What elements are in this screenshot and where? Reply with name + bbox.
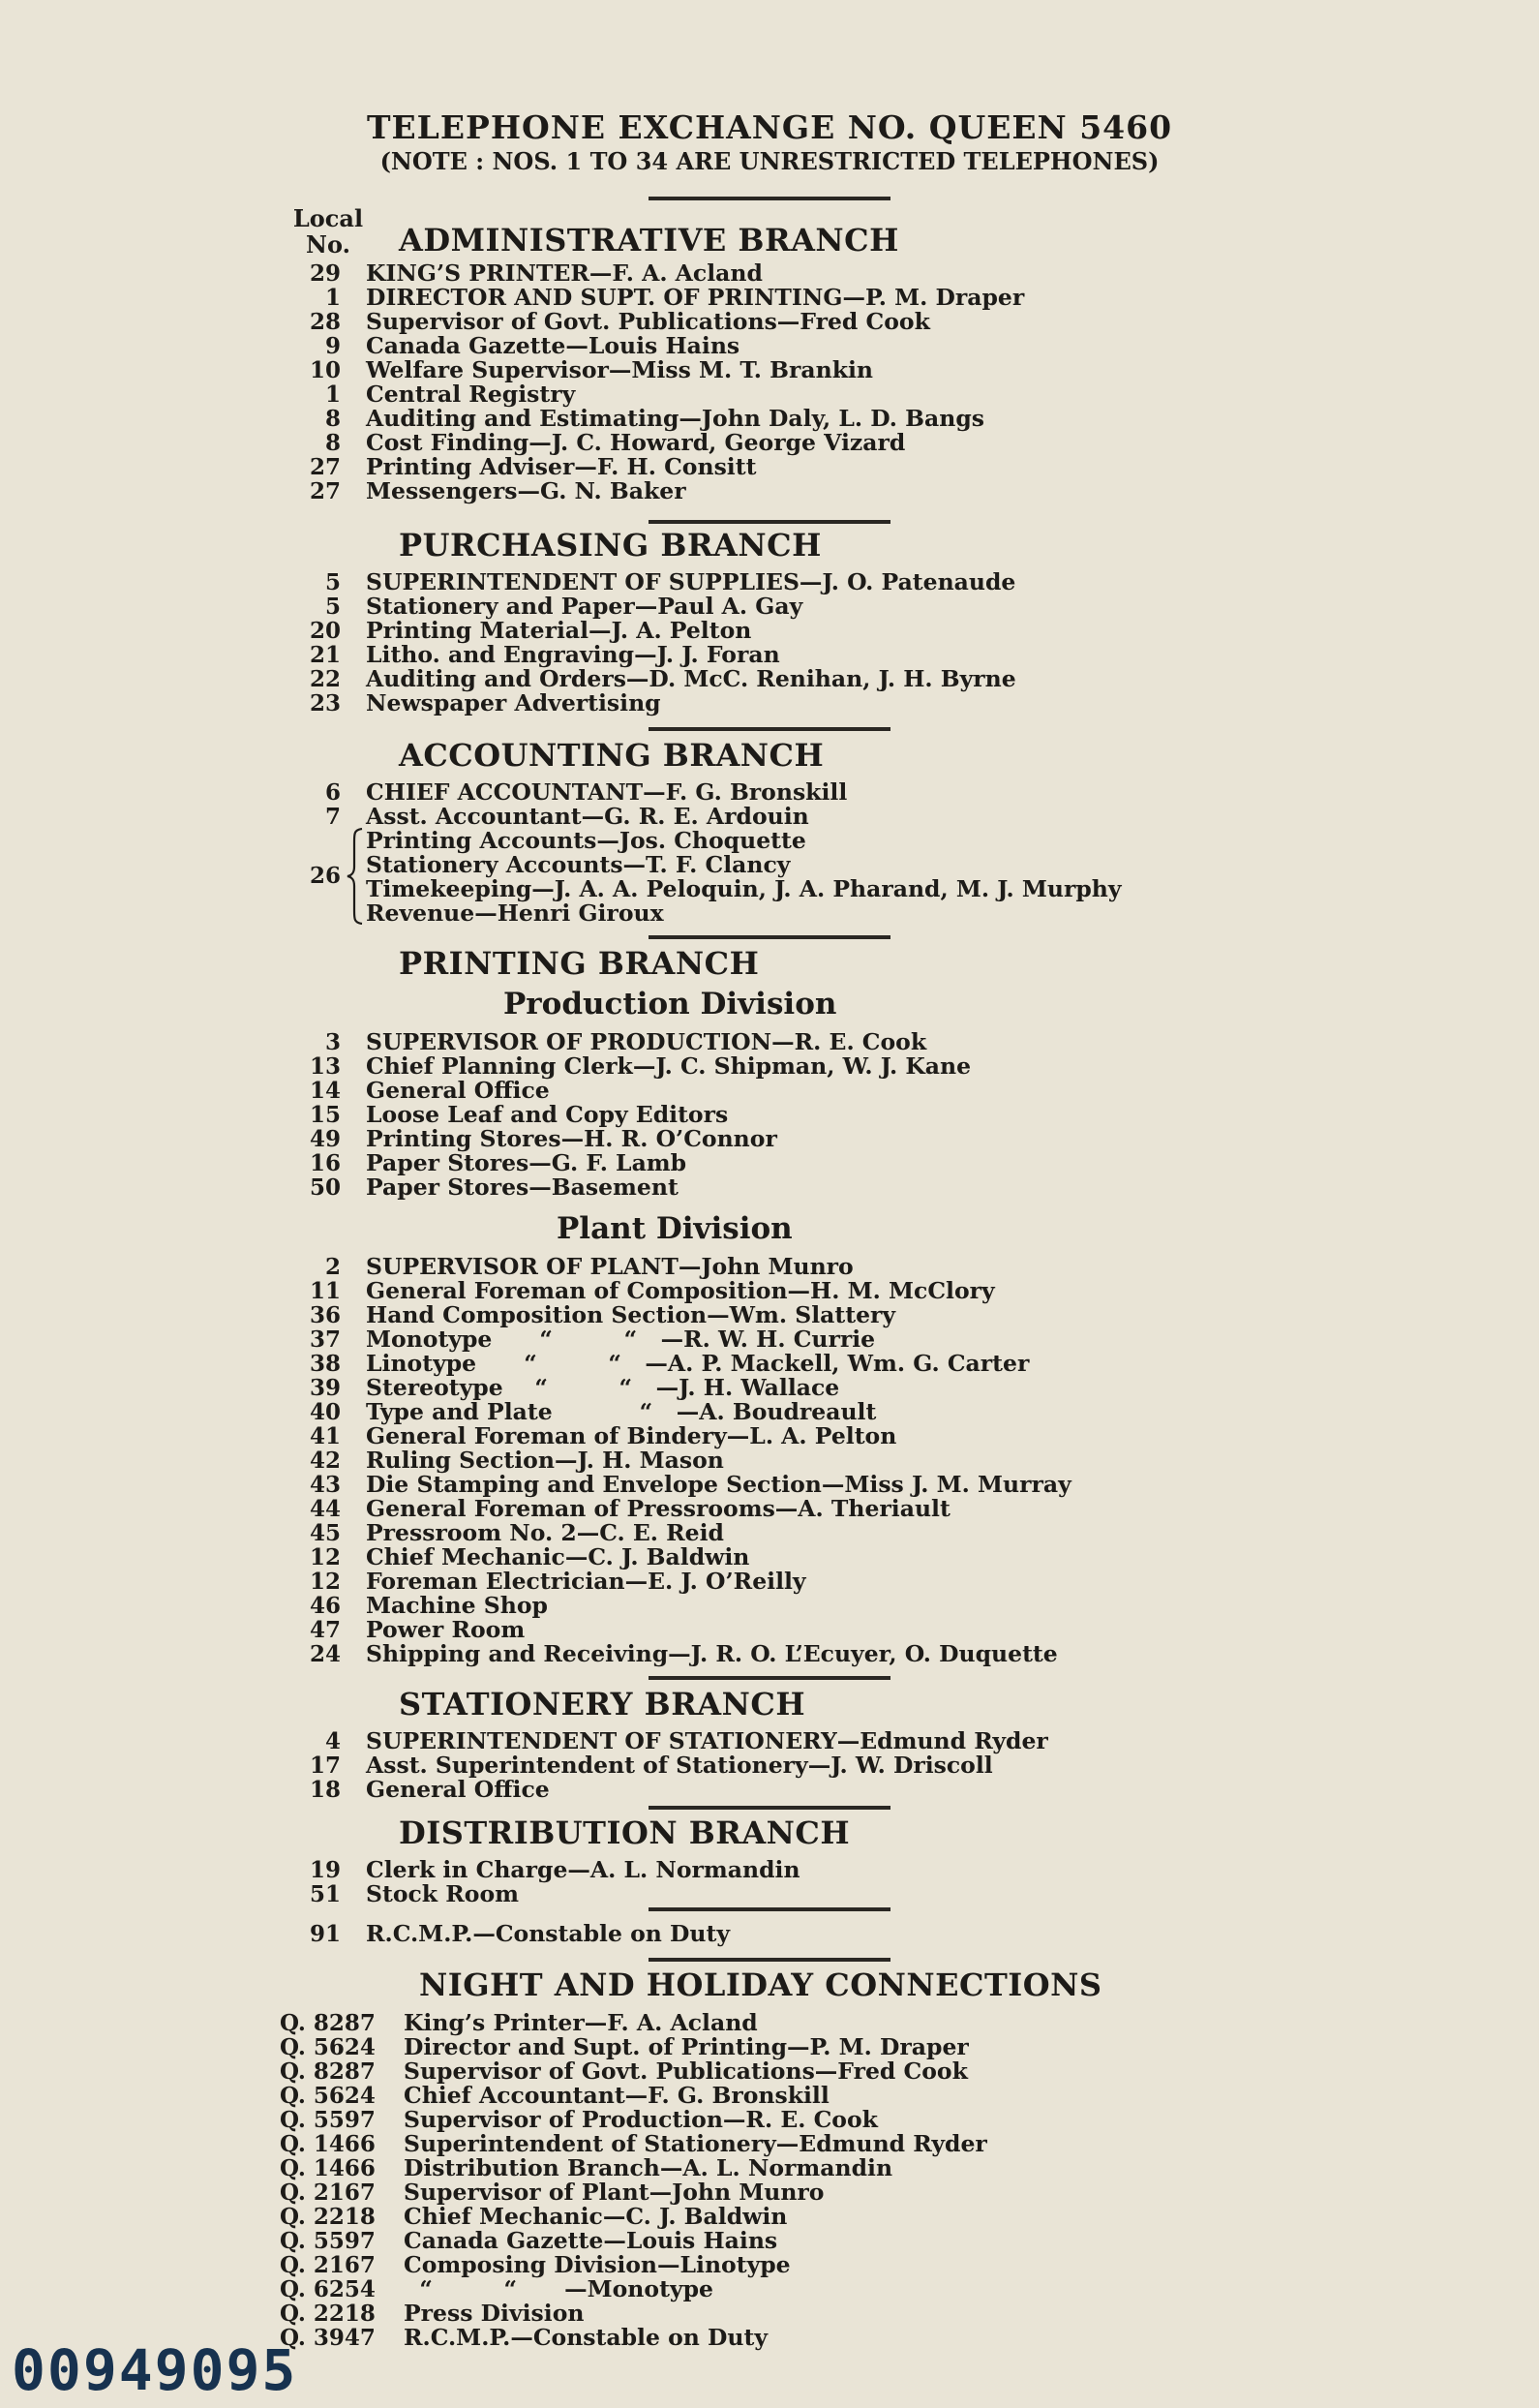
local-number-header — [288, 205, 368, 258]
local-number: 23 — [309, 690, 341, 716]
entry-text: DIRECTOR AND SUPT. OF PRINTING—P. M. Draper — [366, 284, 1025, 311]
local-number: 27 — [309, 454, 341, 480]
list-item — [0, 2084, 1539, 2108]
local-number: 13 — [309, 1053, 341, 1080]
local-number: 8 — [324, 406, 341, 432]
entry-text: SUPERINTENDENT OF SUPPLIES—J. O. Patenaude — [366, 568, 1016, 595]
entry-text: Messengers—G. N. Baker — [366, 477, 686, 504]
entry-text: Linotype “ “ —A. P. Mackell, Wm. G. Carter — [366, 1350, 1030, 1377]
list-item — [0, 1618, 1539, 1642]
list-item — [0, 1327, 1539, 1352]
entry-text: Superintendent of Stationery—Edmund Ryder — [404, 2130, 987, 2157]
list-item — [0, 455, 1539, 479]
list-item — [0, 2277, 1539, 2301]
list-item — [0, 643, 1539, 667]
entry-text: Cost Finding—J. C. Howard, George Vizard — [366, 429, 906, 456]
list-item — [0, 1521, 1539, 1545]
section-heading-distribution: DISTRIBUTION BRANCH — [399, 1814, 851, 1851]
local-number: 28 — [309, 309, 341, 335]
local-number: 19 — [309, 1857, 341, 1883]
local-number: 38 — [309, 1351, 341, 1377]
local-number: 39 — [309, 1375, 341, 1401]
local-number: 12 — [309, 1544, 341, 1570]
list-item — [0, 805, 1539, 829]
local-number: 2 — [324, 1254, 341, 1280]
entry-text: Press Division — [404, 2300, 585, 2327]
entry-text: Supervisor of Govt. Publications—Fred Cook — [404, 2057, 968, 2085]
local-number: 37 — [309, 1326, 341, 1353]
entry-text: Supervisor of Plant—John Munro — [404, 2179, 825, 2206]
entry-text: Revenue—Henri Giroux — [366, 899, 664, 927]
list-item — [0, 407, 1539, 431]
page-title: TELEPHONE EXCHANGE NO. QUEEN 5460 — [366, 108, 1173, 146]
entry-text: Stereotype “ “ —J. H. Wallace — [366, 1374, 840, 1401]
local-number: Q. 2167 — [280, 2252, 376, 2278]
entry-text: General Foreman of Bindery—L. A. Pelton — [366, 1422, 897, 1449]
divider — [649, 520, 890, 524]
local-number: 8 — [324, 430, 341, 456]
list-item — [0, 1448, 1539, 1473]
local-number: 50 — [309, 1174, 341, 1201]
entry-text: KING’S PRINTER—F. A. Acland — [366, 259, 763, 287]
list-item — [0, 2059, 1539, 2084]
local-number: 24 — [309, 1641, 341, 1667]
list-item — [0, 1424, 1539, 1448]
list-item — [0, 570, 1539, 594]
local-number: 22 — [309, 666, 341, 692]
entry-text: Hand Composition Section—Wm. Slattery — [366, 1301, 896, 1328]
local-number: 91 — [309, 1921, 341, 1947]
local-number: 20 — [309, 618, 341, 644]
local-number: Q. 2218 — [280, 2301, 376, 2327]
list-item — [0, 2180, 1539, 2205]
entry-text: Welfare Supervisor—Miss M. T. Brankin — [366, 356, 874, 383]
list-item — [0, 2205, 1539, 2229]
list-item — [0, 1054, 1539, 1079]
list-item — [0, 1376, 1539, 1400]
section-heading-purchasing: PURCHASING BRANCH — [399, 527, 822, 564]
divider — [649, 727, 890, 731]
local-number: 16 — [309, 1150, 341, 1176]
list-item — [0, 1545, 1539, 1570]
local-number: Q. 2218 — [280, 2204, 376, 2230]
list-item — [0, 853, 1539, 877]
entry-text: R.C.M.P.—Constable on Duty — [366, 1920, 731, 1947]
entry-text: Loose Leaf and Copy Editors — [366, 1101, 729, 1128]
local-number: 10 — [309, 357, 341, 383]
entry-text: CHIEF ACCOUNTANT—F. G. Bronskill — [366, 778, 848, 806]
local-number: 5 — [324, 569, 341, 595]
divider — [649, 1907, 890, 1911]
local-number: 46 — [309, 1593, 341, 1619]
entry-text: Supervisor of Govt. Publications—Fred Cook — [366, 308, 930, 335]
group-local-number: 26 — [309, 863, 341, 889]
list-item — [0, 1473, 1539, 1497]
entry-text: Clerk in Charge—A. L. Normandin — [366, 1856, 800, 1883]
list-item — [0, 1497, 1539, 1521]
section-heading-printing: PRINTING BRANCH — [399, 945, 760, 982]
entry-text: Monotype “ “ —R. W. H. Currie — [366, 1326, 876, 1353]
list-item — [0, 1352, 1539, 1376]
entry-text: Shipping and Receiving—J. R. O. L’Ecuyer, O. Duquette — [366, 1640, 1058, 1667]
list-item — [0, 1303, 1539, 1327]
local-number: 1 — [324, 285, 341, 311]
local-number: 1 — [324, 381, 341, 408]
serial-number-stamp: 00949095 — [12, 2337, 298, 2403]
list-item — [0, 286, 1539, 310]
section-heading-night: NIGHT AND HOLIDAY CONNECTIONS — [419, 1966, 1102, 2003]
entry-text: Litho. and Engraving—J. J. Foran — [366, 641, 780, 668]
list-item — [0, 1594, 1539, 1618]
local-number: 15 — [309, 1102, 341, 1128]
local-number: 21 — [309, 642, 341, 668]
local-number: Q. 2167 — [280, 2179, 376, 2206]
local-number: Q. 1466 — [280, 2131, 376, 2157]
local-number: Q. 3947 — [280, 2325, 376, 2351]
local-number: 9 — [324, 333, 341, 359]
divider — [649, 1958, 890, 1962]
local-number: Q. 5597 — [280, 2107, 376, 2133]
local-number: 11 — [309, 1278, 341, 1304]
division-heading-plant: Plant Division — [557, 1211, 793, 1246]
entry-text: Stock Room — [366, 1880, 520, 1907]
entry-text: Auditing and Estimating—John Daly, L. D. Bangs — [366, 405, 984, 432]
entry-text: “ “ —Monotype — [404, 2275, 713, 2302]
local-number: 40 — [309, 1399, 341, 1425]
divider — [649, 1806, 890, 1810]
local-number: Q. 8287 — [280, 2058, 376, 2085]
number-label: No. — [306, 230, 350, 259]
entry-text: SUPERVISOR OF PRODUCTION—R. E. Cook — [366, 1028, 927, 1055]
list-item — [0, 2132, 1539, 2156]
list-item — [0, 619, 1539, 643]
entry-text: Canada Gazette—Louis Hains — [404, 2227, 778, 2254]
section-heading-stationery: STATIONERY BRANCH — [399, 1686, 806, 1722]
entry-text: Type and Plate “ —A. Boudreault — [366, 1398, 877, 1425]
entry-text: Central Registry — [366, 381, 576, 408]
entry-text: SUPERINTENDENT OF STATIONERY—Edmund Ryder — [366, 1727, 1048, 1754]
entry-text: Chief Accountant—F. G. Bronskill — [404, 2082, 830, 2109]
entry-text: Auditing and Orders—D. McC. Renihan, J. H. Byrne — [366, 665, 1016, 692]
list-item — [0, 1279, 1539, 1303]
local-number: Q. 5624 — [280, 2034, 376, 2060]
list-item — [0, 2035, 1539, 2059]
local-number: Q. 1466 — [280, 2155, 376, 2181]
entry-text: Timekeeping—J. A. A. Peloquin, J. A. Pharand, M. J. Murphy — [366, 875, 1122, 902]
local-number: Q. 8287 — [280, 2010, 376, 2036]
entry-text: General Office — [366, 1776, 550, 1803]
entry-text: Composing Division—Linotype — [404, 2251, 791, 2278]
entry-text: Power Room — [366, 1616, 526, 1643]
entry-text: Paper Stores—G. F. Lamb — [366, 1149, 687, 1176]
list-item — [0, 310, 1539, 334]
local-number: Q. 5624 — [280, 2083, 376, 2109]
entry-text: Chief Mechanic—C. J. Baldwin — [404, 2203, 788, 2230]
list-item — [0, 691, 1539, 716]
section-heading-accounting: ACCOUNTING BRANCH — [399, 737, 825, 774]
list-item — [0, 1175, 1539, 1200]
entry-text: SUPERVISOR OF PLANT—John Munro — [366, 1253, 854, 1280]
list-item — [0, 334, 1539, 358]
list-item — [0, 1030, 1539, 1054]
entry-text: Pressroom No. 2—C. E. Reid — [366, 1519, 724, 1546]
list-item — [0, 1882, 1539, 1906]
list-item — [0, 780, 1539, 805]
local-number: Q. 6254 — [280, 2276, 376, 2302]
local-label: Local — [292, 204, 364, 232]
entry-text: Die Stamping and Envelope Section—Miss J. M. Murray — [366, 1471, 1071, 1498]
entry-text: Director and Supt. of Printing—P. M. Draper — [404, 2033, 969, 2060]
local-number: 6 — [324, 779, 341, 806]
local-number: 29 — [309, 260, 341, 287]
divider — [649, 1676, 890, 1680]
entry-text: Stationery and Paper—Paul A. Gay — [366, 593, 803, 620]
local-number: 3 — [324, 1029, 341, 1055]
local-number: 5 — [324, 594, 341, 620]
list-item — [0, 261, 1539, 286]
entry-text: General Foreman of Composition—H. M. McClory — [366, 1277, 995, 1304]
page-note: (NOTE : NOS. 1 TO 34 ARE UNRESTRICTED TELEPHONES) — [379, 147, 1160, 175]
divider — [649, 935, 890, 939]
local-number: 17 — [309, 1753, 341, 1779]
entry-text: Asst. Superintendent of Stationery—J. W. Driscoll — [366, 1752, 993, 1779]
list-item — [0, 431, 1539, 455]
local-number: 42 — [309, 1448, 341, 1474]
list-item — [0, 877, 1539, 901]
list-item — [0, 1729, 1539, 1753]
local-number: 14 — [309, 1078, 341, 1104]
list-item — [0, 1103, 1539, 1127]
entry-text: Printing Stores—H. R. O’Connor — [366, 1125, 777, 1152]
local-number: 36 — [309, 1302, 341, 1328]
list-item — [0, 2011, 1539, 2035]
list-item — [0, 829, 1539, 853]
list-item — [0, 1255, 1539, 1279]
list-item — [0, 1079, 1539, 1103]
local-number: 44 — [309, 1496, 341, 1522]
entry-text: Stationery Accounts—T. F. Clancy — [366, 851, 791, 878]
list-item-rcmp — [0, 1922, 1539, 1946]
list-item — [0, 2156, 1539, 2180]
list-item — [0, 382, 1539, 407]
local-number: 12 — [309, 1569, 341, 1595]
entry-text: Paper Stores—Basement — [366, 1174, 679, 1201]
local-number: 43 — [309, 1472, 341, 1498]
list-item — [0, 2108, 1539, 2132]
local-number: 45 — [309, 1520, 341, 1546]
entry-text: King’s Printer—F. A. Acland — [404, 2009, 758, 2036]
local-number: 7 — [324, 804, 341, 830]
local-number: 4 — [324, 1728, 341, 1754]
list-item — [0, 1642, 1539, 1666]
local-number: 51 — [309, 1881, 341, 1907]
entry-text: Canada Gazette—Louis Hains — [366, 332, 740, 359]
list-item — [0, 1127, 1539, 1151]
local-number: 49 — [309, 1126, 341, 1152]
local-number: Q. 5597 — [280, 2228, 376, 2254]
section-heading-administrative: ADMINISTRATIVE BRANCH — [399, 222, 899, 259]
list-item — [0, 594, 1539, 619]
entry-text: R.C.M.P.—Constable on Duty — [404, 2324, 769, 2351]
entry-text: Chief Mechanic—C. J. Baldwin — [366, 1543, 750, 1570]
list-item — [0, 2301, 1539, 2326]
local-number: 27 — [309, 478, 341, 504]
list-item — [0, 358, 1539, 382]
entry-text: General Office — [366, 1077, 550, 1104]
entry-text: Foreman Electrician—E. J. O’Reilly — [366, 1568, 806, 1595]
entry-text: Machine Shop — [366, 1592, 548, 1619]
entry-text: Ruling Section—J. H. Mason — [366, 1447, 724, 1474]
list-item — [0, 901, 1539, 926]
local-number: 47 — [309, 1617, 341, 1643]
entry-text: Supervisor of Production—R. E. Cook — [404, 2106, 878, 2133]
entry-text: Chief Planning Clerk—J. C. Shipman, W. J. Kane — [366, 1052, 972, 1080]
list-item — [0, 2253, 1539, 2277]
list-item — [0, 479, 1539, 503]
division-heading-production: Production Division — [503, 987, 837, 1021]
divider — [649, 197, 890, 200]
entry-text: Printing Adviser—F. H. Consitt — [366, 453, 757, 480]
entry-text: Asst. Accountant—G. R. E. Ardouin — [366, 803, 809, 830]
entry-text: Newspaper Advertising — [366, 689, 661, 716]
entry-text: General Foreman of Pressrooms—A. Theriault — [366, 1495, 951, 1522]
list-item — [0, 1400, 1539, 1424]
list-item — [0, 1778, 1539, 1802]
local-number: 41 — [309, 1423, 341, 1449]
list-item — [0, 1858, 1539, 1882]
list-item — [0, 2229, 1539, 2253]
list-item — [0, 1753, 1539, 1778]
entry-text: Printing Material—J. A. Pelton — [366, 617, 752, 644]
entry-text: Printing Accounts—Jos. Choquette — [366, 827, 806, 854]
list-item — [0, 667, 1539, 691]
list-item — [0, 1570, 1539, 1594]
local-number: 18 — [309, 1777, 341, 1803]
list-item — [0, 1151, 1539, 1175]
entry-text: Distribution Branch—A. L. Normandin — [404, 2154, 893, 2181]
